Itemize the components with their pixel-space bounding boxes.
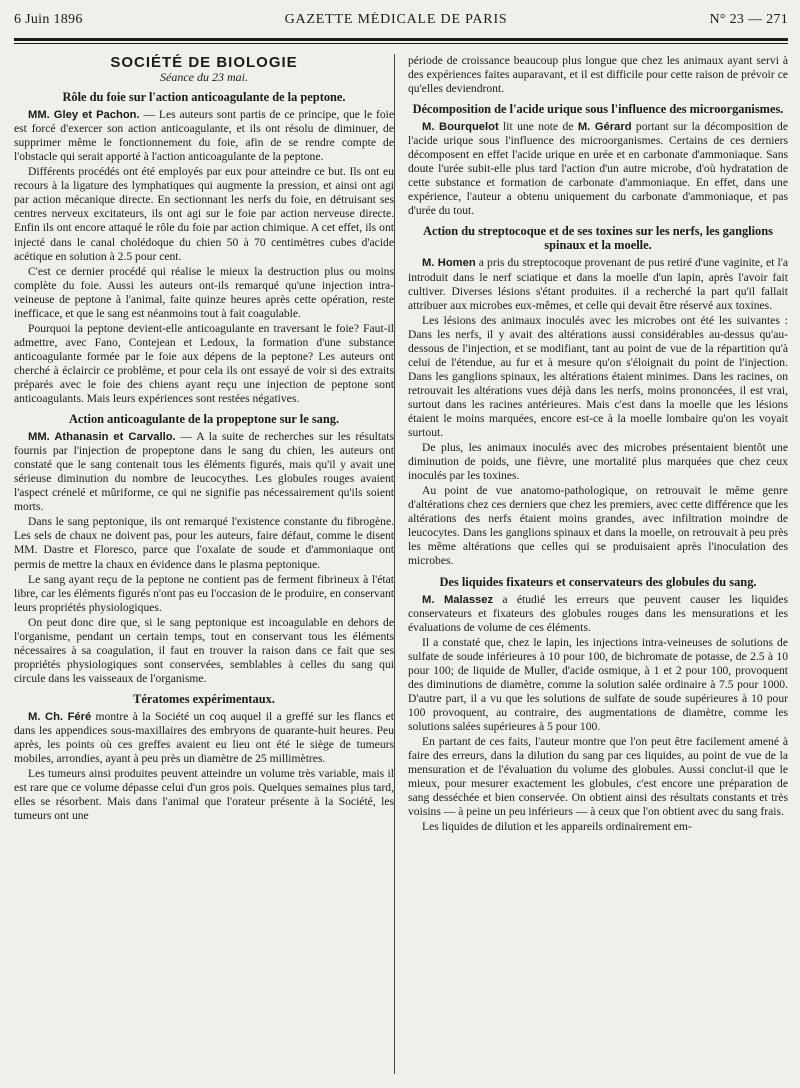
page-number: N° 23 — 271 [709,12,788,27]
paragraph: Au point de vue anatomo-pathologique, on retrouvait le même genre d'altérations chez ces derniers que chez les premiers, avec cette différence que les altérations des nerfs étaient moins grandes, avec infiltration moindre de leucocytes. Dans les ganglions spinaux et dans la moelle, on retrouvait à peu près les même altérations que celles qui se produisaient après l'inoculation des microbes. [408,484,788,568]
paragraph: Le sang ayant reçu de la peptone ne contient pas de ferment fibrineux à l'état libre, car les éléments figurés n'ont pas eu l'occasion de le produire, en conservant leurs propriétés physiologiques. [14,572,394,614]
paragraph: Il a constaté que, chez le lapin, les injections intra-veineuses de solutions de sulfate de soude inférieures à 10 pour 100, de bichromate de potasse, de 2.5 à 10 pour 100; de liquide de Muller, d'acide osmique, à 1 et 2 pour 100, provoquent des diminutions de diamètre, comme la solution salée ordinaire à 7.5 pour 1000. D'autre part, il a vu que les solutions de sulfate de soude supérieures à 10 pour 100 provoquent, au contraire, des augmentations de diamètre, comme les solutions salées supérieures à 5 pour 100. [408,635,788,733]
paragraph: On peut donc dire que, si le sang peptonique est incoagulable en dehors de l'organisme, pendant un certain temps, tout en conservant tous les éléments nécessaires à sa coagulation, il faut en trouver la raison dans ce fait que ses propriétés physiologiques sont conservées, semblables à celles du sang qui circule dans les vaisseaux de l'organisme. [14,615,394,685]
paragraph: Différents procédés ont été employés par eux pour atteindre ce but. Ils ont eu recours à la ligature des lymphatiques qui augmente la pression, et ainsi ont agi par action mécanique directe. En sectionnant les nerfs du foie, en détruisant ses centres nerveux excitateurs, ils ont agi sur le foie par action nerveuse directe. Enfin ils ont encore attaqué le rôle du foie par action chimique. A cet effet, ils ont injecté dans le canal cholédoque du chien 50 à 70 centimètres cubes d'acide acétique en solution à 2.5 pour cent. [14,165,394,263]
author-name: M. Bourquelot [422,121,499,134]
seance-date: Séance du 23 mai. [160,70,248,85]
paragraph: C'est ce dernier procédé qui réalise le mieux la destruction plus ou moins complète du foie. Aussi les auteurs ont-ils remarqué qu'une injection intra-veineuse de peptone à l'animal, faite quinze heures après cette opération, reste inefficace, et que le sang est néanmoins tout à fait coagulable. [14,264,394,320]
paragraph-text: — Les auteurs sont partis de ce principe, que le foie est forcé d'exercer son action anticoagulante, et ils ont résolu de diminuer, de supprimer même le fonctionnement du foie, afin de se rendre compte de l'obstacle qui serait apporté à l'action anticoagulante de la peptone. [14,108,394,164]
issue-date: 6 Juin 1896 [14,12,83,27]
author-name: M. Ch. Féré [28,710,92,723]
paragraph: Pourquoi la peptone devient-elle anticoagulante en traversant le foie? Faut-il admettre, avec Fano, Contejean et Ledoux, la formation d'une substance anticoagulante formée par le foie aux dépens de la peptone? Les auteurs ont cherché à éclaircir ce problème, et pour cela ils ont essayé de voir si des extraits préparés avec le foie des chiens ayant reçu une injection de peptone sont anticoagulants. Mais leurs expériences sont restées négatives. [14,321,394,406]
paragraph [408,120,788,218]
two-column-body [14,54,788,1074]
paragraph: Les liquides de dilution et les appareils ordinairement em- [422,820,692,834]
section-heading-streptocoque: Action du streptocoque et de ses toxines sur les nerfs, les ganglions spinaux et la moelle. [423,224,773,253]
author-name: MM. Gley et Pachon. [28,109,140,122]
paragraph-text: — A la suite de recherches sur les résultats fournis par l'injection de propeptone dans le sang du chien, les auteurs ont constaté que le sang contenait tous les éléments figurés, mais qu'il y avait une sérieuse diminution du nombre de leucocythes. Les globules rouges avaient l'aspect crénelé et mûriforme, ce qui ne signifie pas nécessairement qu'ils soient morts. [14,430,394,514]
author-name: M. Gérard [577,121,632,134]
journal-title: GAZETTE MÉDICALE DE PARIS [284,12,508,27]
newspaper-page [14,12,788,1082]
section-heading-liquides: Des liquides fixateurs et conservateurs des globules du sang. [439,574,757,589]
section-heading-propeptone: Action anticoagulante de la propeptone sur le sang. [68,412,340,427]
section-heading-acide-urique: Décomposition de l'acide urique sous l'influence des microorganismes. [412,102,784,117]
paragraph: Les tumeurs ainsi produites peuvent atteindre un volume très variable, mais il est rare que ce volume dépasse celui d'un gros pois. Quelques semaines plus tard, elles se résorbent. Mais dans l'animal que l'orateur présente à la Société, les tumeurs ont une [14,767,394,823]
right-column [408,54,788,1074]
paragraph [408,593,788,635]
header-rule-thick [14,38,788,41]
section-heading-foie: Rôle du foie sur l'action anticoagulante de la peptone. [62,90,346,105]
paragraph: Les lésions des animaux inoculés avec les microbes ont été les suivantes : Dans les nerfs, il y avait des altérations aussi considérables au-dessus qu'au-dessous de l'injection, et se modifiant, tant au point de vue de la répartition qu'à celui de l'étendue, au fur et à mesure qu'on s'éloignait du point de l'injection. Dans les ganglions spinaux, les altérations étaient minimes. Dans les racines, on retrouvait les altérations vues déjà dans les nerfs, moins prononcées, il est vrai, surtout dans les racines antérieures. Mais c'est dans la moelle que les lésions étaient le moins marquées, encore est-ce à la moelle lombaire qu'on les voyait surtout. [408,313,788,440]
paragraph: En partant de ces faits, l'auteur montre que l'on peut être facilement amené à faire des erreurs, dans la dilution du sang par ces liquides, au point de vue de la mensuration et de l'évaluation du volume des globules. Aussi conclut-il que le mieux, pour mesurer exactement les globules, c'est encore une préparation de sang desséchée et bien conservée. On obtient ainsi des résultats constants et très voisins — à peine un peu inférieurs — à ceux que l'on obtient avec du sang frais. [408,734,788,819]
paragraph: Dans le sang peptonique, ils ont remarqué l'existence constante du fibrogène. Les sels de chaux ne doivent pas, pour les auteurs, faire défaut, comme le disent MM. Dastre et Floresco, parce que l'oxalate de soude et d'ammoniaque ont permis de mettre la chaux en évidence dans le plasma peptonique. [14,515,394,571]
paragraph [14,710,394,766]
paragraph-text: montre à la Société un coq auquel il a greffé sur les flancs et dans les appendices sous-maxillaires des embryons de quarante-huit heures. Peu après, les points où ces greffes avaient eu lieu ont été le siège de tumeurs mobiles, arrondies, ayant à peu près un diamètre de 25 millimètres. [14,709,394,766]
paragraph-text: portant sur la décomposition de l'acide urique sous l'influence des microorganismes. Certains de ces derniers décomposent en effet l'acide urique en urée et en carbonate d'ammoniaque. Sans doute l'urée subit-elle plus tard l'action d'un autre microbe, d'où hydratation de cette substance et formation de carbonate d'ammoniaque. En effet, dans une expérience, l'auteur a obtenu uniquement du carbonate d'ammoniaque, et pas d'urée du tout. [408,120,788,218]
left-column [14,54,394,1074]
paragraph-text: lit une note de [498,120,578,134]
author-name: MM. Athanasin et Carvallo. [28,431,176,444]
paragraph [408,256,788,312]
author-name: M. Malassez [422,593,494,606]
section-heading-teratomes: Tératomes expérimentaux. [133,691,275,706]
paragraph [14,430,394,514]
paragraph: De plus, les animaux inoculés avec des microbes présentaient bientôt une diminution de poids, une fièvre, une mortalité plus marquées que chez ceux inoculés par les toxines. [408,441,788,483]
paragraph [14,108,394,164]
paragraph-text: a pris du streptocoque provenant de pus retiré d'une vaginite, et l'a introduit dans le nerf sciatique et dans la moelle d'un lapin, après l'avoir fait cultiver. Diverses lésions s'étant produites. il a recherché la part qu'il fallait attribuer aux microbes eux-mêmes, et celle qui devait être réservé aux toxines. [408,256,788,312]
paragraph-text: a étudié les erreurs que peuvent causer les liquides conservateurs et fixateurs des globules rouges dans les mensurations et les évaluations de volume de ces éléments. [408,592,788,634]
society-heading: SOCIÉTÉ DE BIOLOGIE [110,54,298,71]
header-rule-thin [14,43,788,44]
running-header [14,12,788,36]
column-divider [394,54,395,1074]
author-name: M. Homen [422,257,476,270]
paragraph-continued: période de croissance beaucoup plus longue que chez les animaux ayant servi à des expériences faites auparavant, et il est difficile pour cette raison de prévoir ce qu'elles deviendront. [408,54,788,96]
